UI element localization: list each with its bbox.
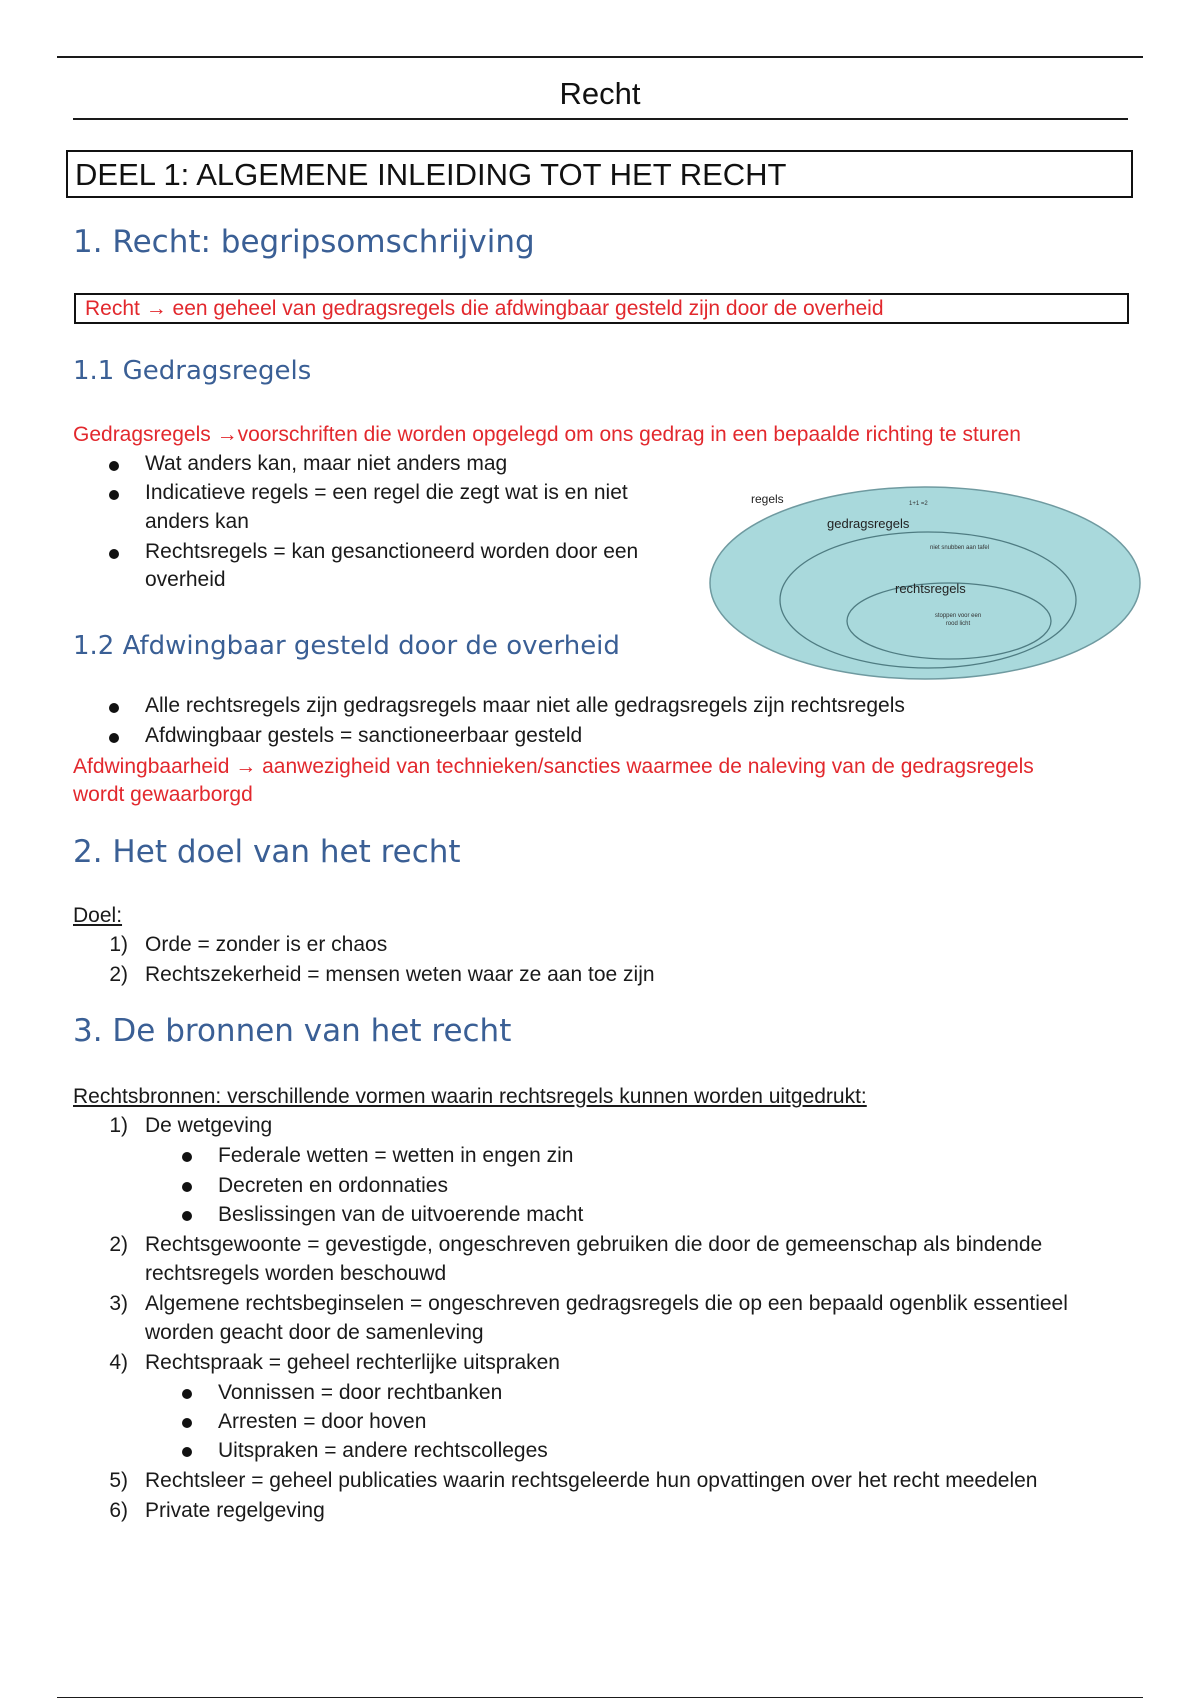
gedragsregels-label: gedragsregels: [827, 516, 910, 531]
bullet-icon: [109, 490, 119, 500]
list-number: 1): [109, 933, 128, 956]
list-item-text: Alle rechtsregels zijn gedragsregels maar niet alle gedragsregels zijn rechtsregels: [145, 694, 905, 717]
afdwingbaarheid-definition: Afdwingbaarheid → aanwezigheid van technieken/sancties waarmee de naleving van de gedragsregels: [73, 755, 1034, 778]
recht-definition-box: [74, 293, 1129, 324]
list-item-text-continued: worden geacht door de samenleving: [145, 1321, 484, 1344]
gedragsregels-definition: Gedragsregels →voorschriften die worden opgelegd om ons gedrag in een bepaalde richting te sturen: [73, 423, 1021, 446]
bullet-icon: [182, 1152, 192, 1162]
list-number: 3): [109, 1292, 128, 1315]
bullet-icon: [182, 1447, 192, 1457]
bottom-rule: [57, 1697, 1143, 1698]
top-rule: [57, 56, 1143, 58]
rechtsregels-label: rechtsregels: [895, 581, 966, 596]
recht-definition: Recht → een geheel van gedragsregels die afdwingbaar gesteld zijn door de overheid: [85, 297, 884, 320]
list-item-text: Wat anders kan, maar niet anders mag: [145, 452, 508, 475]
bullet-icon: [182, 1182, 192, 1192]
section-3-heading: 3. De bronnen van het recht: [73, 1013, 512, 1049]
bullet-icon: [182, 1389, 192, 1399]
list-item-text: De wetgeving: [145, 1114, 273, 1137]
sub-item-text: Beslissingen van de uitvoerende macht: [218, 1203, 584, 1226]
list-number: 4): [109, 1351, 128, 1374]
list-item-text: Private regelgeving: [145, 1499, 325, 1522]
list-item-text: Rechtszekerheid = mensen weten waar ze aan toe zijn: [145, 963, 655, 986]
sub-item-text: Arresten = door hoven: [218, 1410, 427, 1433]
list-number: 2): [109, 1233, 128, 1256]
regels-label: regels: [751, 492, 784, 506]
document-title: Recht: [559, 76, 641, 111]
list-number: 1): [109, 1114, 128, 1137]
doel-label: Doel:: [73, 904, 123, 927]
list-item-text: Rechtsgewoonte = gevestigde, ongeschreven gebruiken die door de gemeenschap als bindende: [145, 1233, 1043, 1256]
bullet-icon: [182, 1211, 192, 1221]
sub-item-text: Uitspraken = andere rechtscolleges: [218, 1439, 548, 1462]
sub-item-text: Decreten en ordonnaties: [218, 1174, 448, 1197]
part-title-box: [66, 150, 1133, 198]
list-item-text: Rechtspraak = geheel rechterlijke uitspraken: [145, 1351, 560, 1374]
list-item-text: Rechtsleer = geheel publicaties waarin rechtsgeleerde hun opvattingen over het recht meedelen: [145, 1469, 1038, 1492]
section-1-2-heading: 1.2 Afdwingbaar gesteld door de overheid: [73, 631, 620, 661]
bullet-icon: [109, 703, 119, 713]
sub-item-text: Vonnissen = door rechtbanken: [218, 1381, 503, 1404]
list-item-text-continued: overheid: [145, 568, 226, 591]
list-item-text: Rechtsregels = kan gesanctioneerd worden door een: [145, 540, 639, 563]
rechtsregels-example-line1: stoppen voor een: [934, 613, 982, 619]
list-item-text: Orde = zonder is er chaos: [145, 933, 388, 956]
list-item-text-continued: rechtsregels worden beschouwd: [145, 1262, 447, 1285]
list-item-text: Afdwingbaar gestels = sanctioneerbaar gesteld: [145, 724, 583, 747]
section-1-1-heading: 1.1 Gedragsregels: [73, 356, 312, 386]
list-item-text-continued: anders kan: [145, 510, 249, 533]
section-1-heading: 1. Recht: begripsomschrijving: [73, 224, 535, 260]
list-number: 2): [109, 963, 128, 986]
bullet-icon: [109, 549, 119, 559]
list-item-text: Algemene rechtsbeginselen = ongeschreven gedragsregels die op een bepaald ogenblik essentieel: [145, 1292, 1068, 1315]
rechtsbronnen-label: Rechtsbronnen: verschillende vormen waarin rechtsregels kunnen worden uitgedrukt:: [73, 1085, 867, 1108]
rechtsregels-example-line2: rood licht: [945, 621, 971, 627]
rules-nested-diagram: [705, 478, 1145, 688]
bullet-icon: [182, 1418, 192, 1428]
bullet-icon: [109, 733, 119, 743]
part-title: DEEL 1: ALGEMENE INLEIDING TOT HET RECHT: [75, 157, 787, 192]
sub-item-text: Federale wetten = wetten in engen zin: [218, 1144, 574, 1167]
list-item-text: Indicatieve regels = een regel die zegt wat is en niet: [145, 481, 628, 504]
list-number: 5): [109, 1469, 128, 1492]
list-number: 6): [109, 1499, 128, 1522]
regels-example: 1+1 =2: [909, 501, 928, 507]
title-underline: [73, 118, 1128, 120]
bullet-icon: [109, 461, 119, 471]
afdwingbaarheid-definition-continued: wordt gewaarborgd: [73, 783, 253, 806]
section-2-heading: 2. Het doel van het recht: [73, 834, 461, 870]
gedragsregels-example: niet snubben aan tafel: [930, 545, 990, 551]
